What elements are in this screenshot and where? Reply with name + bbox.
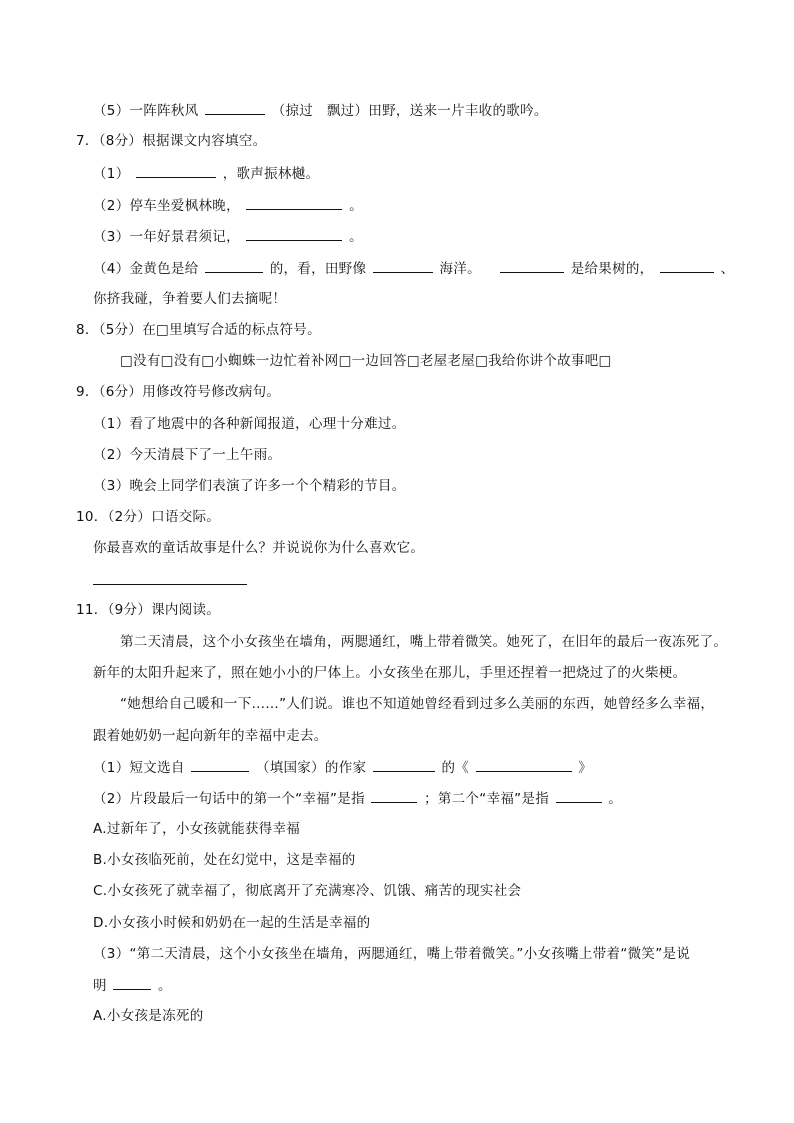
q7-item-4-blank-4[interactable] — [660, 258, 714, 273]
q11-sub-1-blank-author[interactable] — [373, 757, 435, 772]
q11-para-2-line-1: “她想给自己暖和一下……”人们说。谁也不知道她曾经看到过多么美丽的东西，她曾经多么幸福， — [120, 696, 715, 712]
q11-sub-3-option-a[interactable]: A.小女孩是冻死的 — [93, 1008, 204, 1024]
q11-option-b[interactable]: B.小女孩临死前，处在幻觉中，这是幸福的 — [93, 852, 356, 868]
q7-item-4-text-a: （4）金黄色是给 — [93, 261, 199, 277]
q8-body: □没有□没有□小蜘蛛一边忙着补网□一边回答□老屋老屋□我给你讲个故事吧□ — [120, 353, 612, 369]
q11-heading: 11．（9分）课内阅读。 — [76, 602, 221, 618]
q7-item-4-text-c: 海洋。 — [439, 261, 481, 277]
q11-para-1-line-1: 第二天清晨，这个小女孩坐在墙角，两腮通红，嘴上带着微笑。她死了，在旧年的最后一夜冻死了。 — [120, 634, 728, 650]
q7-item-4-text-e: 、 — [720, 261, 735, 277]
q9-sentence-3: （3）晚会上同学们表演了许多一个个精彩的节目。 — [93, 478, 406, 494]
q7-item-1 — [93, 163, 319, 184]
q11-sub-2-text-c: 。 — [608, 791, 623, 807]
q11-sub-3-text-b: 。 — [158, 978, 172, 994]
q7-item-1-blank[interactable] — [136, 163, 216, 178]
q11-sub-1-text-c: 的《 — [441, 760, 470, 776]
q6-item-5 — [93, 100, 548, 121]
q7-item-4-text-d: 是给果树的， — [570, 261, 654, 277]
q11-sub-1-text-d: 》 — [578, 760, 593, 776]
q11-para-1-line-2: 新年的太阳升起来了，照在她小小的尸体上。小女孩坐在那儿，手里还捏着一把烧过了的火柴梗。 — [93, 665, 687, 681]
q7-item-1-tail: ，歌声振林樾。 — [222, 166, 320, 182]
q7-item-3-text: （3）一年好景君须记， — [93, 229, 240, 245]
q7-item-4 — [93, 258, 734, 279]
q11-sub-1-text-b: （填国家）的作家 — [255, 760, 367, 776]
q7-heading: 7．（8分）根据课文内容填空。 — [76, 133, 267, 149]
q6-item-5-blank[interactable] — [205, 100, 265, 115]
q11-sub-1-blank-title[interactable] — [476, 757, 572, 772]
q11-sub-2 — [93, 788, 622, 809]
q7-item-4-blank-1[interactable] — [205, 258, 263, 273]
q7-item-4-cont: 你挤我碰，争着要人们去摘呢！ — [93, 291, 287, 307]
q7-item-4-text-b: 的，看，田野像 — [269, 261, 367, 277]
q11-option-a[interactable]: A.过新年了，小女孩就能获得幸福 — [93, 821, 301, 837]
q11-option-d[interactable]: D.小女孩小时候和奶奶在一起的生活是幸福的 — [93, 915, 371, 931]
q10-prompt: 你最喜欢的童话故事是什么？并说说你为什么喜欢它。 — [93, 540, 425, 556]
q11-sub-3-text-a: 明 — [93, 978, 107, 994]
q7-item-2 — [93, 195, 363, 216]
q11-sub-1-blank-country[interactable] — [191, 757, 249, 772]
q9-sentence-2: （2）今天清晨下了一上午雨。 — [93, 447, 282, 463]
q11-sub-3-line-2 — [93, 975, 172, 996]
q11-sub-2-blank-1[interactable] — [371, 788, 417, 803]
q7-item-2-text: （2）停车坐爱枫林晚， — [93, 198, 240, 214]
q10-heading: 10．（2分）口语交际。 — [76, 509, 221, 525]
q10-answer-line[interactable] — [93, 583, 247, 585]
q7-item-2-tail: 。 — [349, 198, 363, 214]
q11-sub-2-text-b: ；第二个“幸福”是指 — [424, 791, 550, 807]
q11-sub-1 — [93, 757, 592, 778]
q7-item-4-blank-3[interactable] — [500, 258, 564, 273]
q11-sub-2-text-a: （2）片段最后一句话中的第一个“幸福”是指 — [93, 791, 365, 807]
q11-sub-2-blank-2[interactable] — [556, 788, 602, 803]
q8-heading: 8．（5分）在□里填写合适的标点符号。 — [76, 322, 321, 338]
q11-sub-1-text-a: （1）短文选自 — [93, 760, 185, 776]
q11-option-c[interactable]: C.小女孩死了就幸福了，彻底离开了充满寒冷、饥饿、痛苦的现实社会 — [93, 883, 522, 899]
q7-item-4-blank-2[interactable] — [373, 258, 433, 273]
q7-item-3-blank[interactable] — [246, 226, 342, 241]
q9-sentence-1: （1）看了地震中的各种新闻报道，心理十分难过。 — [93, 416, 406, 432]
q6-item-5-text-b: （掠过 飘过）田野，送来一片丰收的歌吟。 — [271, 103, 548, 119]
q7-item-2-blank[interactable] — [246, 195, 342, 210]
q9-heading: 9．（6分）用修改符号修改病句。 — [76, 384, 281, 400]
q7-item-1-label: （1） — [93, 166, 130, 182]
q7-item-3-tail: 。 — [349, 229, 363, 245]
q7-item-3 — [93, 226, 363, 247]
q11-para-2-line-2: 跟着她奶奶一起向新年的幸福中走去。 — [93, 728, 328, 744]
q11-sub-3-blank[interactable] — [113, 975, 151, 990]
q6-item-5-text-a: （5）一阵阵秋风 — [93, 103, 199, 119]
q11-sub-3-line-1: （3）“第二天清晨，这个小女孩坐在墙角，两腮通红，嘴上带着微笑。”小女孩嘴上带着“微笑”是说 — [93, 946, 691, 962]
